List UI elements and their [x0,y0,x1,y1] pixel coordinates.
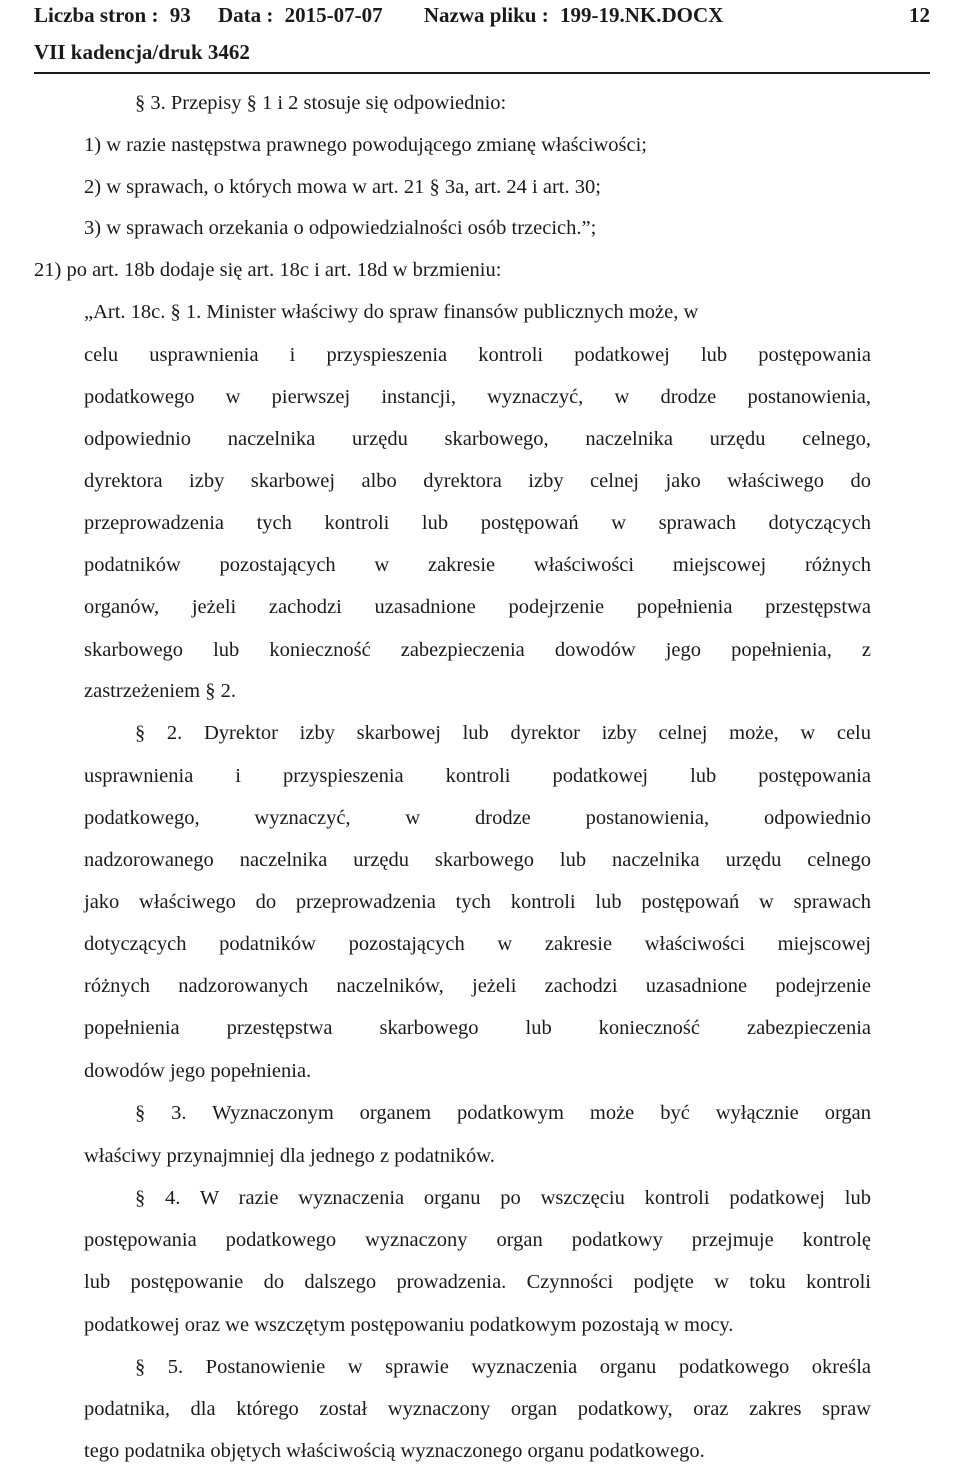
text-line: postępowania podatkowego wyznaczony organ podatkowy przejmuje kontrolę [84,1229,871,1251]
file-value: 199-19.NK.DOCX [559,3,724,27]
text-line: tego podatnika objętych właściwością wyznaczonego organu podatkowego. [84,1440,705,1462]
date-label: Data : [217,3,274,27]
date-value: 2015-07-07 [284,3,383,27]
text-line: § 4. W razie wyznaczenia organu po wszczęciu kontroli podatkowej lub [135,1187,871,1209]
text-line: dowodów jego popełnienia. [84,1060,312,1082]
text-line: podatkowej oraz we wszczętym postępowaniu podatkowym pozostają w mocy. [84,1314,734,1336]
text-line: celu usprawnienia i przyspieszenia kontroli podatkowej lub postępowania [84,344,871,366]
text-line: 1) w razie następstwa prawnego powodującego zmianę właściwości; [84,134,647,156]
text-line: skarbowego lub konieczność zabezpieczenia dowodów jego popełnienia, z [84,639,871,661]
text-line: podatkowego, wyznaczyć, w drodze postanowienia, odpowiednio [84,807,871,829]
text-line: § 3. Przepisy § 1 i 2 stosuje się odpowiednio: [135,92,507,114]
text-line: § 5. Postanowienie w sprawie wyznaczenia organu podatkowego określa [135,1356,871,1378]
pages-label: Liczba stron : [34,3,159,27]
text-line: § 2. Dyrektor izby skarbowej lub dyrektor izby celnej może, w celu [135,722,871,744]
text-line: organów, jeżeli zachodzi uzasadnione podejrzenie popełnienia przestępstwa [84,596,871,618]
text-line: usprawnienia i przyspieszenia kontroli podatkowej lub postępowania [84,765,871,787]
text-line: § 3. Wyznaczonym organem podatkowym może być wyłącznie organ [135,1102,871,1124]
text-line: podatnika, dla którego został wyznaczony organ podatkowy, oraz zakres spraw [84,1398,871,1420]
text-line: zastrzeżeniem § 2. [84,680,236,702]
page-number: 12 [909,3,930,27]
text-line: 2) w sprawach, o których mowa w art. 21 § 3a, art. 24 i art. 30; [84,176,601,198]
text-line: różnych nadzorowanych naczelników, jeżeli zachodzi uzasadnione podejrzenie [84,975,871,997]
kadencja-druk: VII kadencja/druk 3462 [34,40,250,64]
text-line: jako właściwego do przeprowadzenia tych kontroli lub postępowań w sprawach [84,891,871,913]
text-line: popełnienia przestępstwa skarbowego lub konieczność zabezpieczenia [84,1017,871,1039]
text-line: dyrektora izby skarbowej albo dyrektora izby celnej jako właściwego do [84,470,871,492]
text-line: właściwy przynajmniej dla jednego z podatników. [84,1145,495,1167]
file-label: Nazwa pliku : [423,3,549,27]
text-line: „Art. 18c. § 1. Minister właściwy do spraw finansów publicznych może, w [84,301,699,323]
header-divider [34,72,930,74]
text-line: odpowiednio naczelnika urzędu skarbowego, naczelnika urzędu celnego, [84,428,871,450]
text-line: dotyczących podatników pozostających w zakresie właściwości miejscowej [84,933,871,955]
text-line: 3) w sprawach orzekania o odpowiedzialności osób trzecich.”; [84,217,597,239]
header-meta-line [34,1,723,29]
text-line: nadzorowanego naczelnika urzędu skarbowego lub naczelnika urzędu celnego [84,849,871,871]
text-line: podatkowego w pierwszej instancji, wyznaczyć, w drodze postanowienia, [84,386,871,408]
text-line: przeprowadzenia tych kontroli lub postępowań w sprawach dotyczących [84,512,871,534]
text-line: podatników pozostających w zakresie właściwości miejscowej różnych [84,554,871,576]
text-line: lub postępowanie do dalszego prowadzenia. Czynności podjęte w toku kontroli [84,1271,871,1293]
text-line: 21) po art. 18b dodaje się art. 18c i art. 18d w brzmieniu: [34,259,502,281]
pages-value: 93 [169,3,191,27]
